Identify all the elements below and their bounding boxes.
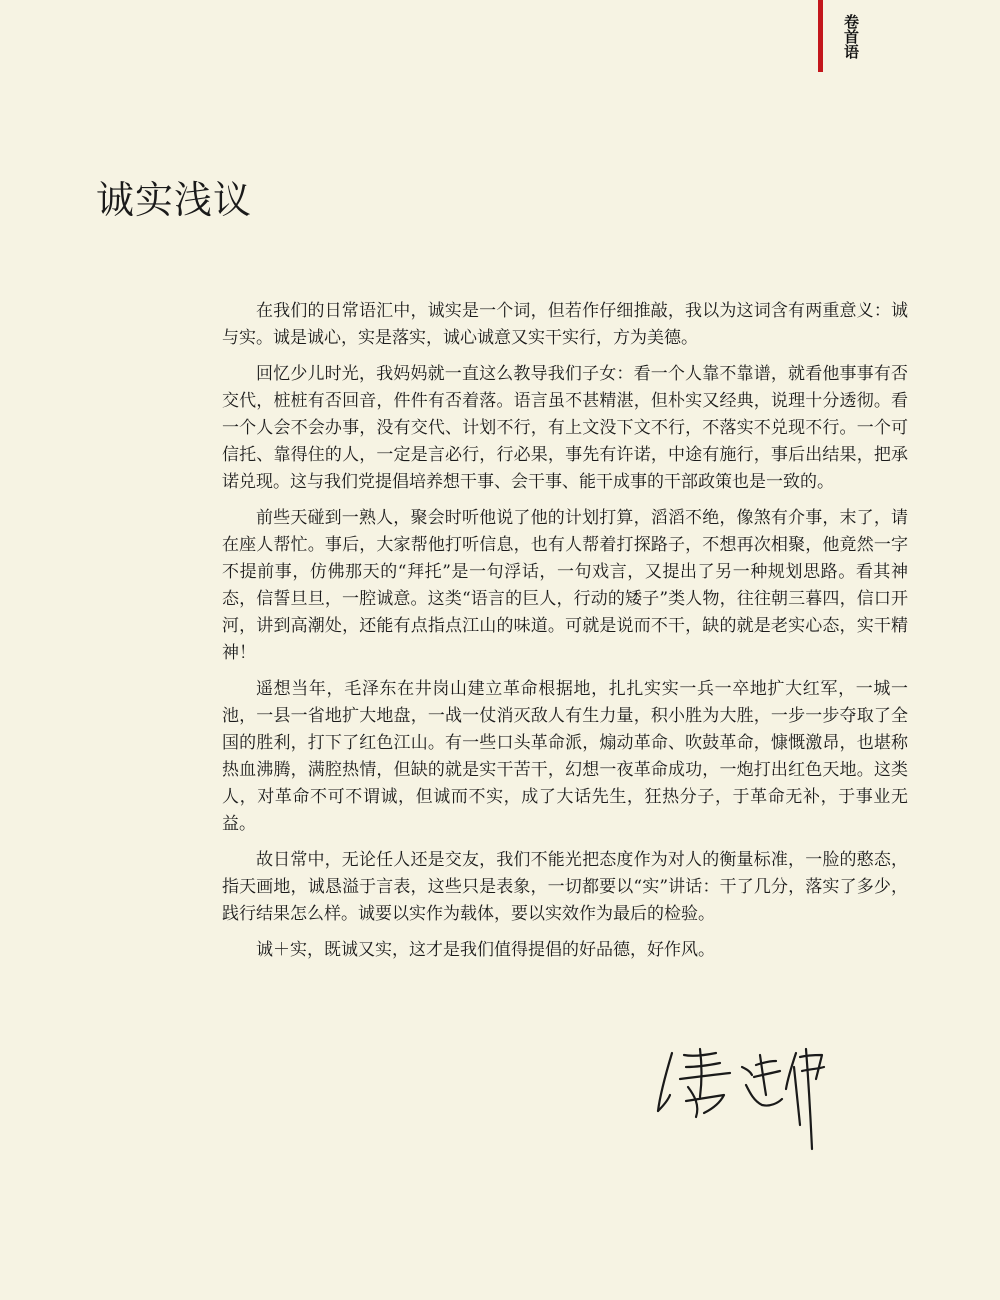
author-signature bbox=[650, 1045, 830, 1155]
paragraph: 在我们的日常语汇中，诚实是一个词，但若作仔细推敲，我以为这词含有两重意义：诚与实。诚是诚心，实是落实，诚心诚意又实干实行，方为美德。 bbox=[222, 301, 908, 348]
paragraph: 诚＋实，既诚又实，这才是我们值得提倡的好品德，好作风。 bbox=[256, 940, 715, 960]
article-title: 诚实浅议 bbox=[96, 178, 253, 222]
paragraph: 故日常中，无论任人还是交友，我们不能光把态度作为对人的衡量标准，一脸的憨态，指天画地，诚恳溢于言表，这些只是表象，一切都要以“实”讲话：干了几分，落实了多少，践行结果怎么样。诚要以实作为载体，要以实效作为最后的检验。 bbox=[222, 850, 908, 924]
paragraph: 回忆少儿时光，我妈妈就一直这么教导我们子女：看一个人靠不靠谱，就看他事事有否交代，桩桩有否回音，件件有否着落。语言虽不甚精湛，但朴实又经典，说理十分透彻。看一个人会不会办事，没有交代、计划不行，有上文没下文不行，不落实不兑现不行。一个可信托、靠得住的人，一定是言必行，行必果，事先有许诺，中途有施行，事后出结果，把承诺兑现。这与我们党提倡培养想干事、会干事、能干成事的干部政策也是一致的。 bbox=[222, 364, 908, 492]
section-accent-bar bbox=[818, 0, 823, 72]
section-tab bbox=[818, 0, 868, 76]
section-label: 卷首语 bbox=[842, 14, 860, 59]
article-body bbox=[222, 298, 908, 973]
paragraph: 前些天碰到一熟人，聚会时听他说了他的计划打算，滔滔不绝，像煞有介事，末了，请在座人帮忙。事后，大家帮他打听信息，也有人帮着打探路子，不想再次相聚，他竟然一字不提前事，仿佛那天的“拜托”是一句浮话，一句戏言，又提出了另一种规划思路。看其神态，信誓旦旦，一腔诚意。这类“语言的巨人，行动的矮子”类人物，往往朝三暮四，信口开河，讲到高潮处，还能有点指点江山的味道。可就是说而不干，缺的就是老实心态，实干精神！ bbox=[222, 508, 908, 663]
paragraph: 遥想当年，毛泽东在井岗山建立革命根据地，扎扎实实一兵一卒地扩大红军，一城一池，一县一省地扩大地盘，一战一仗消灭敌人有生力量，积小胜为大胜，一步一步夺取了全国的胜利，打下了红色江山。有一些口头革命派，煽动革命、吹鼓革命，慷慨激昂，也堪称热血沸腾，满腔热情，但缺的就是实干苦干，幻想一夜革命成功，一炮打出红色天地。这类人，对革命不可不谓诚，但诚而不实，成了大话先生，狂热分子，于革命无补，于事业无益。 bbox=[222, 679, 908, 834]
